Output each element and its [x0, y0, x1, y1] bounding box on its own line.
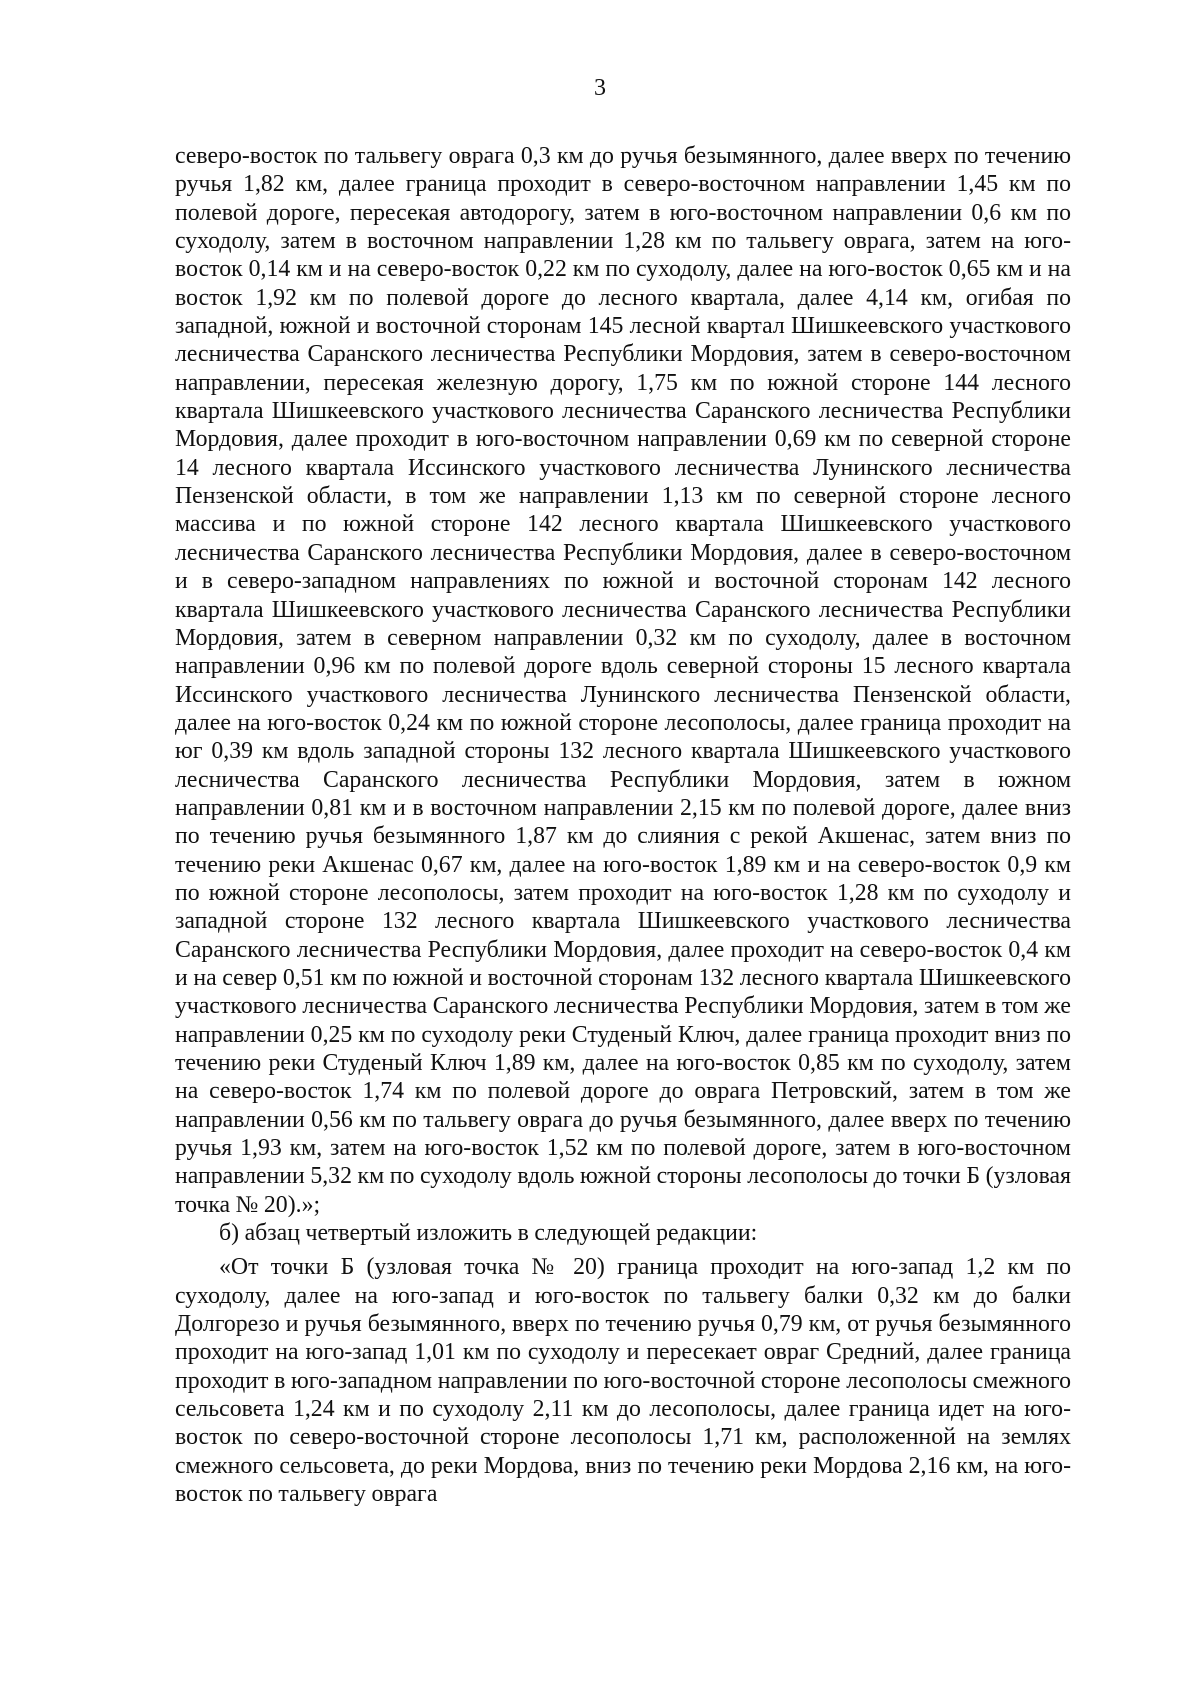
- page-number: 3: [594, 75, 606, 101]
- paragraph-new-wording: «От точки Б (узловая точка № 20) граница проходит на юго-запад 1,2 км по суходолу, далее на юго-запад и юго-восток по тальвегу балки 0,32 км до балки Долгорезо и ручья безымянного, вверх по течению ручья 0,79 км, от ручья безымянного проходит на юго-запад 1,01 км по суходолу и пересекает овраг Средний, далее граница проходит в юго-западном направлении по юго-восточной стороне лесополосы смежного сельсовета 1,24 км и по суходолу 2,11 км до лесополосы, далее граница идет на юго-восток по северо-восточной стороне лесополосы 1,71 км, расположенной на землях смежного сельсовета, до реки Мордова, вниз по течению реки Мордова 2,16 км, на юго-восток по тальвегу оврага: [175, 1254, 1071, 1508]
- paragraph-amendment-instruction: б) абзац четвертый изложить в следующей редакции:: [219, 1220, 758, 1247]
- document-body: [175, 142, 1071, 1509]
- paragraph-boundary-continuation: северо-восток по тальвегу оврага 0,3 км до ручья безымянного, далее вверх по течению ручья 1,82 км, далее граница проходит в северо-восточном направлении 1,45 км по полевой дороге, пересекая автодорогу, затем в юго-восточном направлении 0,6 км по суходолу, затем в восточном направлении 1,28 км по тальвегу оврага, затем на юго-восток 0,14 км и на северо-восток 0,22 км по суходолу, далее на юго-восток 0,65 км и на восток 1,92 км по полевой дороге до лесного квартала, далее 4,14 км, огибая по западной, южной и восточной сторонам 145 лесной квартал Шишкеевского участкового лесничества Саранского лесничества Республики Мордовия, затем в северо-восточном направлении, пересекая железную дорогу, 1,75 км по южной стороне 144 лесного квартала Шишкеевского участкового лесничества Саранского лесничества Республики Мордовия, далее проходит в юго-восточном направлении 0,69 км по северной стороне 14 лесного квартала Иссинского участкового лесничества Лунинского лесничества Пензенской области, в том же направлении 1,13 км по северной стороне лесного массива и по южной стороне 142 лесного квартала Шишкеевского участкового лесничества Саранского лесничества Республики Мордовия, далее в северо-восточном и в северо-западном направлениях по южной и восточной сторонам 142 лесного квартала Шишкеевского участкового лесничества Саранского лесничества Республики Мордовия, затем в северном направлении 0,32 км по суходолу, далее в восточном направлении 0,96 км по полевой дороге вдоль северной стороны 15 лесного квартала Иссинского участкового лесничества Лунинского лесничества Пензенской области, далее на юго-восток 0,24 км по южной стороне лесополосы, далее граница проходит на юг 0,39 км вдоль западной стороны 132 лесного квартала Шишкеевского участкового лесничества Саранского лесничества Республики Мордовия, затем в южном направлении 0,81 км и в восточном направлении 2,15 км по полевой дороге, далее вниз по течению ручья безымянного 1,87 км до слияния с рекой Акшенас, затем вниз по течению реки Акшенас 0,67 км, далее на юго-восток 1,89 км и на северо-восток 0,9 км по южной стороне лесополосы, затем проходит на юго-восток 1,28 км по суходолу и западной стороне 132 лесного квартала Шишкеевского участкового лесничества Саранского лесничества Республики Мордовия, далее проходит на северо-восток 0,4 км и на север 0,51 км по южной и восточной сторонам 132 лесного квартала Шишкеевского участкового лесничества Саранского лесничества Республики Мордовия, затем в том же направлении 0,25 км по суходолу реки Студеный Ключ, далее граница проходит вниз по течению реки Студеный Ключ 1,89 км, далее на юго-восток 0,85 км по суходолу, затем на северо-восток 1,74 км по полевой дороге до оврага Петровский, затем в том же направлении 0,56 км по тальвегу оврага до ручья безымянного, далее вверх по течению ручья 1,93 км, затем на юго-восток 1,52 км по полевой дороге, затем в юго-восточном направлении 5,32 км по суходолу вдоль южной стороны лесополосы до точки Б (узловая точка № 20).»;: [175, 143, 1071, 1218]
